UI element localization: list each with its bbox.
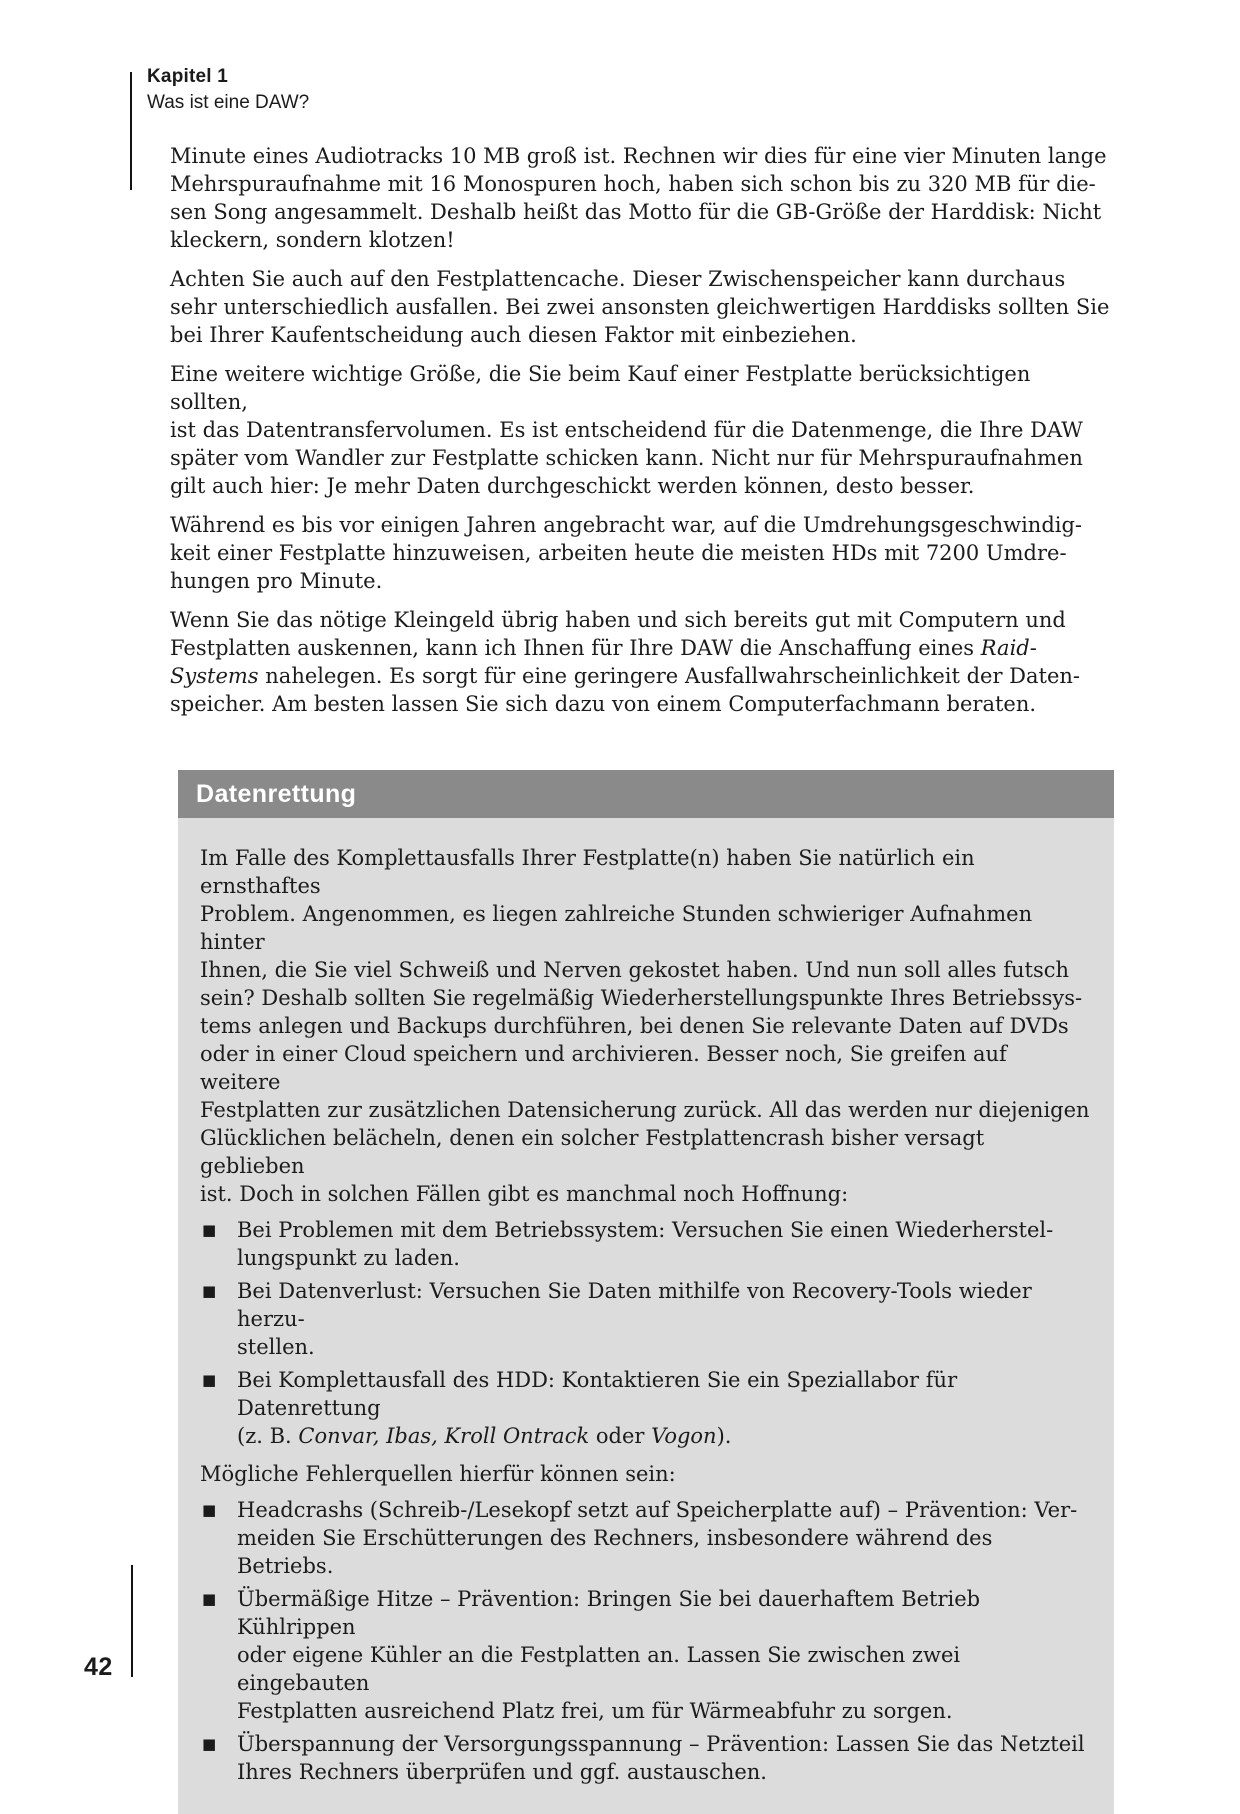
paragraph-harddisk-size: Minute eines Audiotracks 10 MB groß ist. Rechnen wir dies für eine vier Minuten lange Mehrspuraufnahme mit 16 Monospuren hoch, haben sich schon bis zu 320 MB für die- sen Song angesammelt. Deshalb heißt das Motto für die GB-Größe der Harddisk: Nicht kleckern, sondern klotzen! bbox=[170, 144, 1107, 252]
square-bullet-icon: ■ bbox=[202, 1735, 217, 1753]
infobox-title: Datenrettung bbox=[196, 779, 357, 808]
bullet-text: Bei Problemen mit dem Betriebssystem: Versuchen Sie einen Wiederherstel- lungspunkt zu laden. bbox=[237, 1218, 1054, 1270]
square-bullet-icon: ■ bbox=[202, 1590, 217, 1608]
bullet-text: Headcrashs (Schreib-/Lesekopf setzt auf Speicherplatte auf) – Prävention: Ver- meiden Sie Erschütterungen des Rechners, insbesondere während des Betriebs. bbox=[237, 1498, 1078, 1578]
bullet-text: Bei Komplettausfall des HDD: Kontaktieren Sie ein Speziallabor für Datenrettung (z. B. Convar, Ibas, Kroll Ontrack oder Vogon). bbox=[237, 1368, 958, 1448]
square-bullet-icon: ■ bbox=[202, 1282, 217, 1300]
bullet-list-recovery-options bbox=[200, 1216, 1092, 1450]
paragraph-raid-system: Wenn Sie das nötige Kleingeld übrig haben und sich bereits gut mit Computern und Festplatten auskennen, kann ich Ihnen für Ihre DAW die Anschaffung eines Raid- Systems nahelegen. Es sorgt für eine geringere Ausfallwahrscheinlichkeit der Daten- speicher. Am besten lassen Sie sich dazu von einem Computerfachmann beraten. bbox=[170, 608, 1081, 716]
square-bullet-icon: ■ bbox=[202, 1501, 217, 1519]
text-column bbox=[170, 142, 1114, 1814]
bullet-text: Bei Datenverlust: Versuchen Sie Daten mithilfe von Recovery-Tools wieder herzu- stellen. bbox=[237, 1279, 1032, 1359]
infobox-middle-line: Mögliche Fehlerquellen hierfür können sein: bbox=[200, 1462, 676, 1486]
square-bullet-icon: ■ bbox=[202, 1371, 217, 1389]
chapter-header-rule bbox=[130, 72, 132, 190]
infobox-header-bar bbox=[178, 770, 1114, 818]
paragraph-umdrehungen: Während es bis vor einigen Jahren angebracht war, auf die Umdrehungsgeschwindig- keit einer Festplatte hinzuweisen, arbeiten heute die meisten HDs mit 7200 Umdre- hungen pro Minute. bbox=[170, 513, 1083, 593]
list-item bbox=[200, 1277, 1092, 1361]
footer-rule bbox=[131, 1565, 133, 1677]
infobox-datenrettung bbox=[178, 770, 1114, 1814]
page-number: 42 bbox=[84, 1653, 113, 1681]
infobox-body bbox=[178, 818, 1114, 1814]
paragraph-datentransfervolumen: Eine weitere wichtige Größe, die Sie beim Kauf einer Festplatte berücksichtigen sollten, ist das Datentransfervolumen. Es ist entscheidend für die Datenmenge, die Ihre DAW später vom Wandler zur Festplatte schicken kann. Nicht nur für Mehrspuraufnahmen gilt auch hier: Je mehr Daten durchgeschickt werden können, desto besser. bbox=[170, 362, 1083, 498]
list-item bbox=[200, 1585, 1092, 1725]
bullet-list-failure-causes bbox=[200, 1496, 1092, 1786]
square-bullet-icon: ■ bbox=[202, 1221, 217, 1239]
bullet-text: Übermäßige Hitze – Prävention: Bringen Sie bei dauerhaftem Betrieb Kühlrippen oder eigene Kühler an die Festplatten an. Lassen Sie zwischen zwei eingebauten Festplatten ausreichend Platz frei, um für Wärmeabfuhr zu sorgen. bbox=[237, 1587, 981, 1723]
chapter-label: Kapitel 1 bbox=[147, 66, 228, 87]
list-item bbox=[200, 1496, 1092, 1580]
chapter-header bbox=[147, 64, 309, 116]
bullet-text: Überspannung der Versorgungsspannung – Prävention: Lassen Sie das Netzteil Ihres Rechners überprüfen und ggf. austauschen. bbox=[237, 1732, 1085, 1784]
list-item bbox=[200, 1366, 1092, 1450]
infobox-intro: Im Falle des Komplettausfalls Ihrer Festplatte(n) haben Sie natürlich ein ernsthaftes Problem. Angenommen, es liegen zahlreiche Stunden schwieriger Aufnahmen hinter Ihnen, die Sie viel Schweiß und Nerven gekostet haben. Und nun soll alles futsch sein? Deshalb sollten Sie regelmäßig Wiederherstellungspunkte Ihres Betriebssys- tems anlegen und Backups durchführen, bei denen Sie relevante Daten auf DVDs oder in einer Cloud speichern und archivieren. Besser noch, Sie greifen auf weitere Festplatten zur zusätzlichen Datensicherung zurück. All das werden nur diejenigen Glücklichen belächeln, denen ein solcher Festplattencrash bisher versagt geblieben ist. Doch in solchen Fällen gibt es manchmal noch Hoffnung: bbox=[200, 846, 1090, 1206]
paragraph-festplattencache: Achten Sie auch auf den Festplattencache. Dieser Zwischenspeicher kann durchaus sehr unterschiedlich ausfallen. Bei zwei ansonsten gleichwertigen Harddisks sollten Sie bei Ihrer Kaufentscheidung auch diesen Faktor mit einbeziehen. bbox=[170, 267, 1110, 347]
chapter-title: Was ist eine DAW? bbox=[147, 92, 310, 113]
list-item bbox=[200, 1216, 1092, 1272]
list-item bbox=[200, 1730, 1092, 1786]
